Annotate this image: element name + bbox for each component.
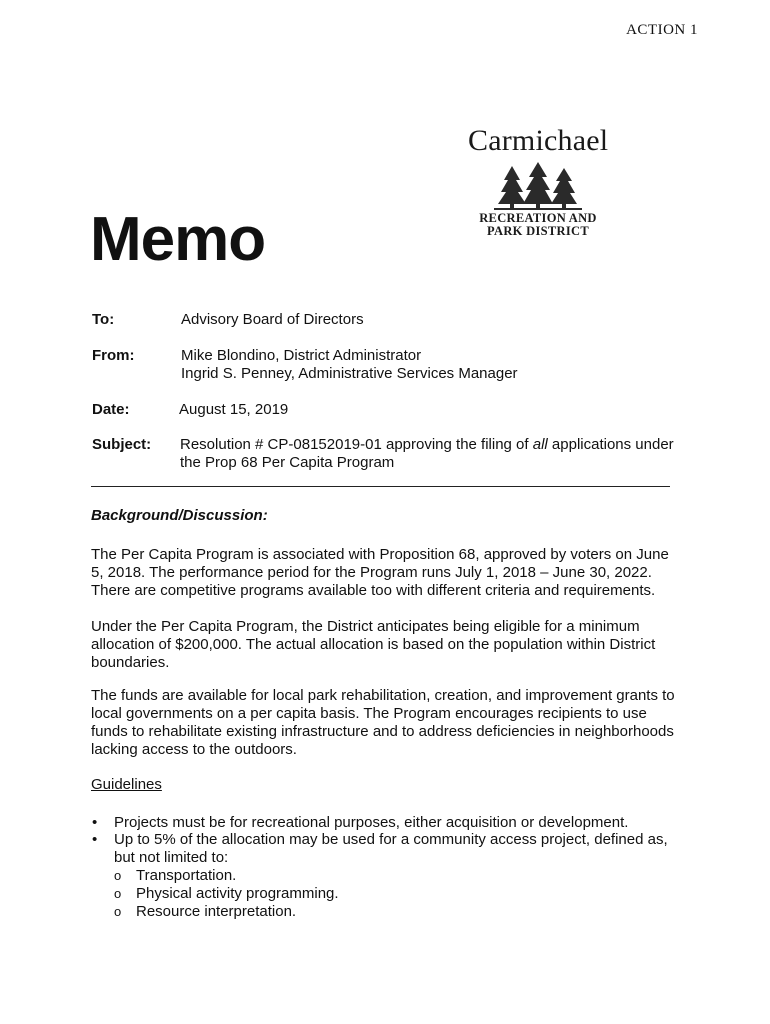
from-value-1: Mike Blondino, District Administrator (181, 347, 422, 364)
logo-subtitle-1: RECREATION AND (479, 211, 597, 225)
to-label: To: (92, 311, 115, 328)
paragraph-3: The funds are available for local park rehabilitation, creation, and improvement grants to local governments on a per capita basis. The Program encourages recipients to use funds to rehabilitate existing infrastructure and to address deficiencies in neighborhoods lacking access to the outdoors. (91, 687, 675, 758)
action-label: ACTION 1 (626, 22, 698, 38)
memo-title: Memo (90, 205, 266, 274)
subject-label: Subject: (92, 436, 152, 453)
circle-bullet-icon: o (114, 904, 122, 919)
paragraph-2: Under the Per Capita Program, the District anticipates being eligible for a minimum allocation of $200,000. The actual allocation is based on the population within District boundaries. (91, 618, 656, 671)
subject-value-2: the Prop 68 Per Capita Program (180, 454, 395, 471)
bullet-icon: • (92, 814, 98, 831)
district-logo (468, 124, 608, 238)
paragraph-1: The Per Capita Program is associated with Proposition 68, approved by voters on June 5, 2018. The performance period for the Program runs July 1, 2018 – June 30, 2022. There are competitive programs available too with different criteria and requirements. (91, 546, 669, 599)
from-label: From: (92, 347, 135, 364)
logo-name: Carmichael (468, 124, 609, 157)
bullet-icon: • (92, 831, 98, 848)
logo-subtitle-2: PARK DISTRICT (487, 224, 589, 238)
header-divider (91, 486, 670, 487)
guidelines-title: Guidelines (91, 776, 162, 793)
to-value: Advisory Board of Directors (181, 311, 364, 328)
circle-bullet-icon: o (114, 868, 122, 883)
date-value: August 15, 2019 (179, 401, 289, 418)
section-title: Background/Discussion: (91, 507, 268, 524)
circle-bullet-icon: o (114, 886, 122, 901)
date-label: Date: (92, 401, 130, 418)
pine-trees-icon (490, 160, 586, 212)
subject-value-1: Resolution # CP-08152019-01 approving the filing of all applications under (180, 436, 674, 453)
from-value-2: Ingrid S. Penney, Administrative Services Manager (181, 365, 518, 382)
